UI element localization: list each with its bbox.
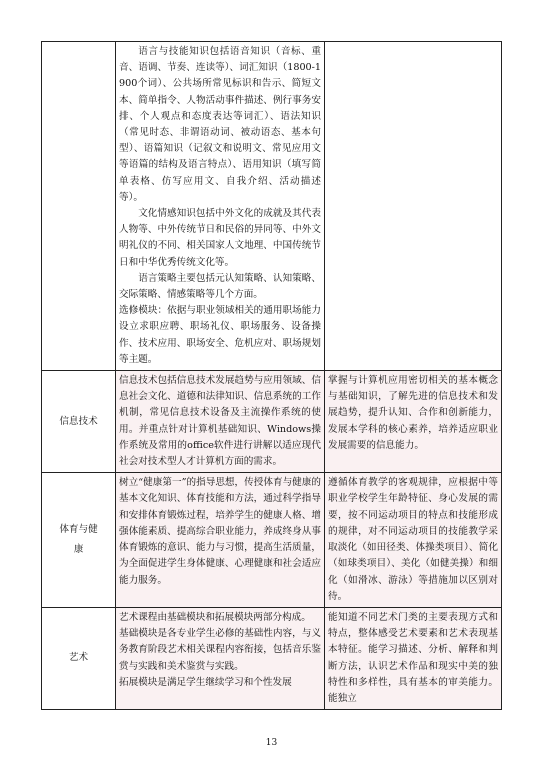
category-cell bbox=[42, 42, 116, 371]
category-label: 体育与健康 bbox=[59, 524, 98, 556]
goal-cell: 遵循体育教学的客观规律，应根据中等职业学校学生年龄特征、身心发展的需要，按不同运动项目的特点和技能形成的规律，对不同运动项目的技能教学采取淡化（如田径类、体操类项目）、简化（如球类项目）、美化（如健美操）和细化（如滑冰、游泳）等措施加以区别对待。 bbox=[325, 473, 502, 608]
paragraph-it-content: 信息技术包括信息技术发展趋势与应用领域、信息社会文化、道德和法律知识、信息系统的工作机制，常见信息技术设备及主流操作系统的使用。并重点针对计算机基础知识、Windows操作系统及常用的office软件进行讲解以适应现代社会对技术型人才计算机方面的需求。 bbox=[119, 375, 321, 468]
goal-cell: 能知道不同艺术门类的主要表现方式和特点，整体感受艺术要素和艺术表现基本特征。能学习描述、分析、解释和判断方法，认识艺术作品和现实中美的独特性和多样性，具有基本的审美能力。能独立 bbox=[325, 607, 502, 709]
table-row-english-continued bbox=[42, 42, 502, 371]
course-table bbox=[41, 41, 502, 710]
table-row-it bbox=[42, 371, 502, 473]
goal-cell bbox=[325, 42, 502, 371]
table-row-pe bbox=[42, 473, 502, 608]
paragraph-art-structure: 艺术课程由基础模块和拓展模块两部分构成。 bbox=[119, 611, 311, 623]
category-cell bbox=[42, 607, 116, 709]
paragraph-pe-content: 树立“健康第一”的指导思想，传授体育与健康的基本文化知识、体育技能和方法，通过科学指导和安排体育锻炼过程，培养学生的健康人格、增强体能素质、提高综合职业能力，养成终身从事体育锻炼的意识、能力与习惯，提高生活质量，为全面促进学生身体健康、心理健康和社会适应能力服务。 bbox=[119, 477, 321, 586]
category-cell bbox=[42, 473, 116, 608]
paragraph-language-skills: 语言与技能知识包括语音知识（音标、重音、语调、节奏、连读等）、词汇知识（1800-1900个词）、公共场所常见标识和告示、简短文本、简单指令、人物活动事件描述、例行事务安排、个人观点和态度表达等词汇）、语法知识（常见时态、非谓语动词、被动语态、基本句型）、语篇知识（记叙文和说明文、常见应用文等语篇的结构及语言特点）、语用知识（填写简单表格、仿写应用文、自我介绍、活动描述等）。 bbox=[119, 46, 321, 203]
content-cell bbox=[116, 473, 325, 608]
table-row-art bbox=[42, 607, 502, 709]
paragraph-art-basic: 基础模块是各专业学生必修的基础性内容，与义务教育阶段艺术相关课程内容衔接，包括音乐鉴赏与实践和美术鉴赏与实践。 bbox=[119, 628, 321, 672]
category-label: 艺术 bbox=[68, 652, 89, 664]
category-cell bbox=[42, 371, 116, 473]
goal-cell: 掌握与计算机应用密切相关的基本概念与基础知识，了解先进的信息技术和发展趋势，提升认知、合作和创新能力，发展本学科的核心素养，培养适应职业发展需要的信息能力。 bbox=[325, 371, 502, 473]
paragraph-strategy: 语言策略主要包括元认知策略、认知策略、交际策略、情感策略等几个方面。 bbox=[119, 272, 321, 301]
paragraph-elective: 选修模块：依据与职业领域相关的通用职场能力设立求职应聘、职场礼仪、职场服务、设备操作、技术应用、职场安全、危机应对、职场规划等主题。 bbox=[119, 305, 321, 365]
paragraph-art-extended: 拓展模块是满足学生继续学习和个性发展 bbox=[119, 676, 292, 688]
content-cell bbox=[116, 607, 325, 709]
content-cell bbox=[116, 42, 325, 371]
category-label: 信息技术 bbox=[59, 415, 98, 427]
content-cell bbox=[116, 371, 325, 473]
paragraph-culture: 文化情感知识包括中外文化的成就及其代表人物等、中外传统节日和民俗的异同等、中外文明礼仪的不同、相关国家人文地理、中国传统节日和中华优秀传统文化等。 bbox=[119, 208, 321, 268]
page-number: 13 bbox=[265, 738, 278, 748]
